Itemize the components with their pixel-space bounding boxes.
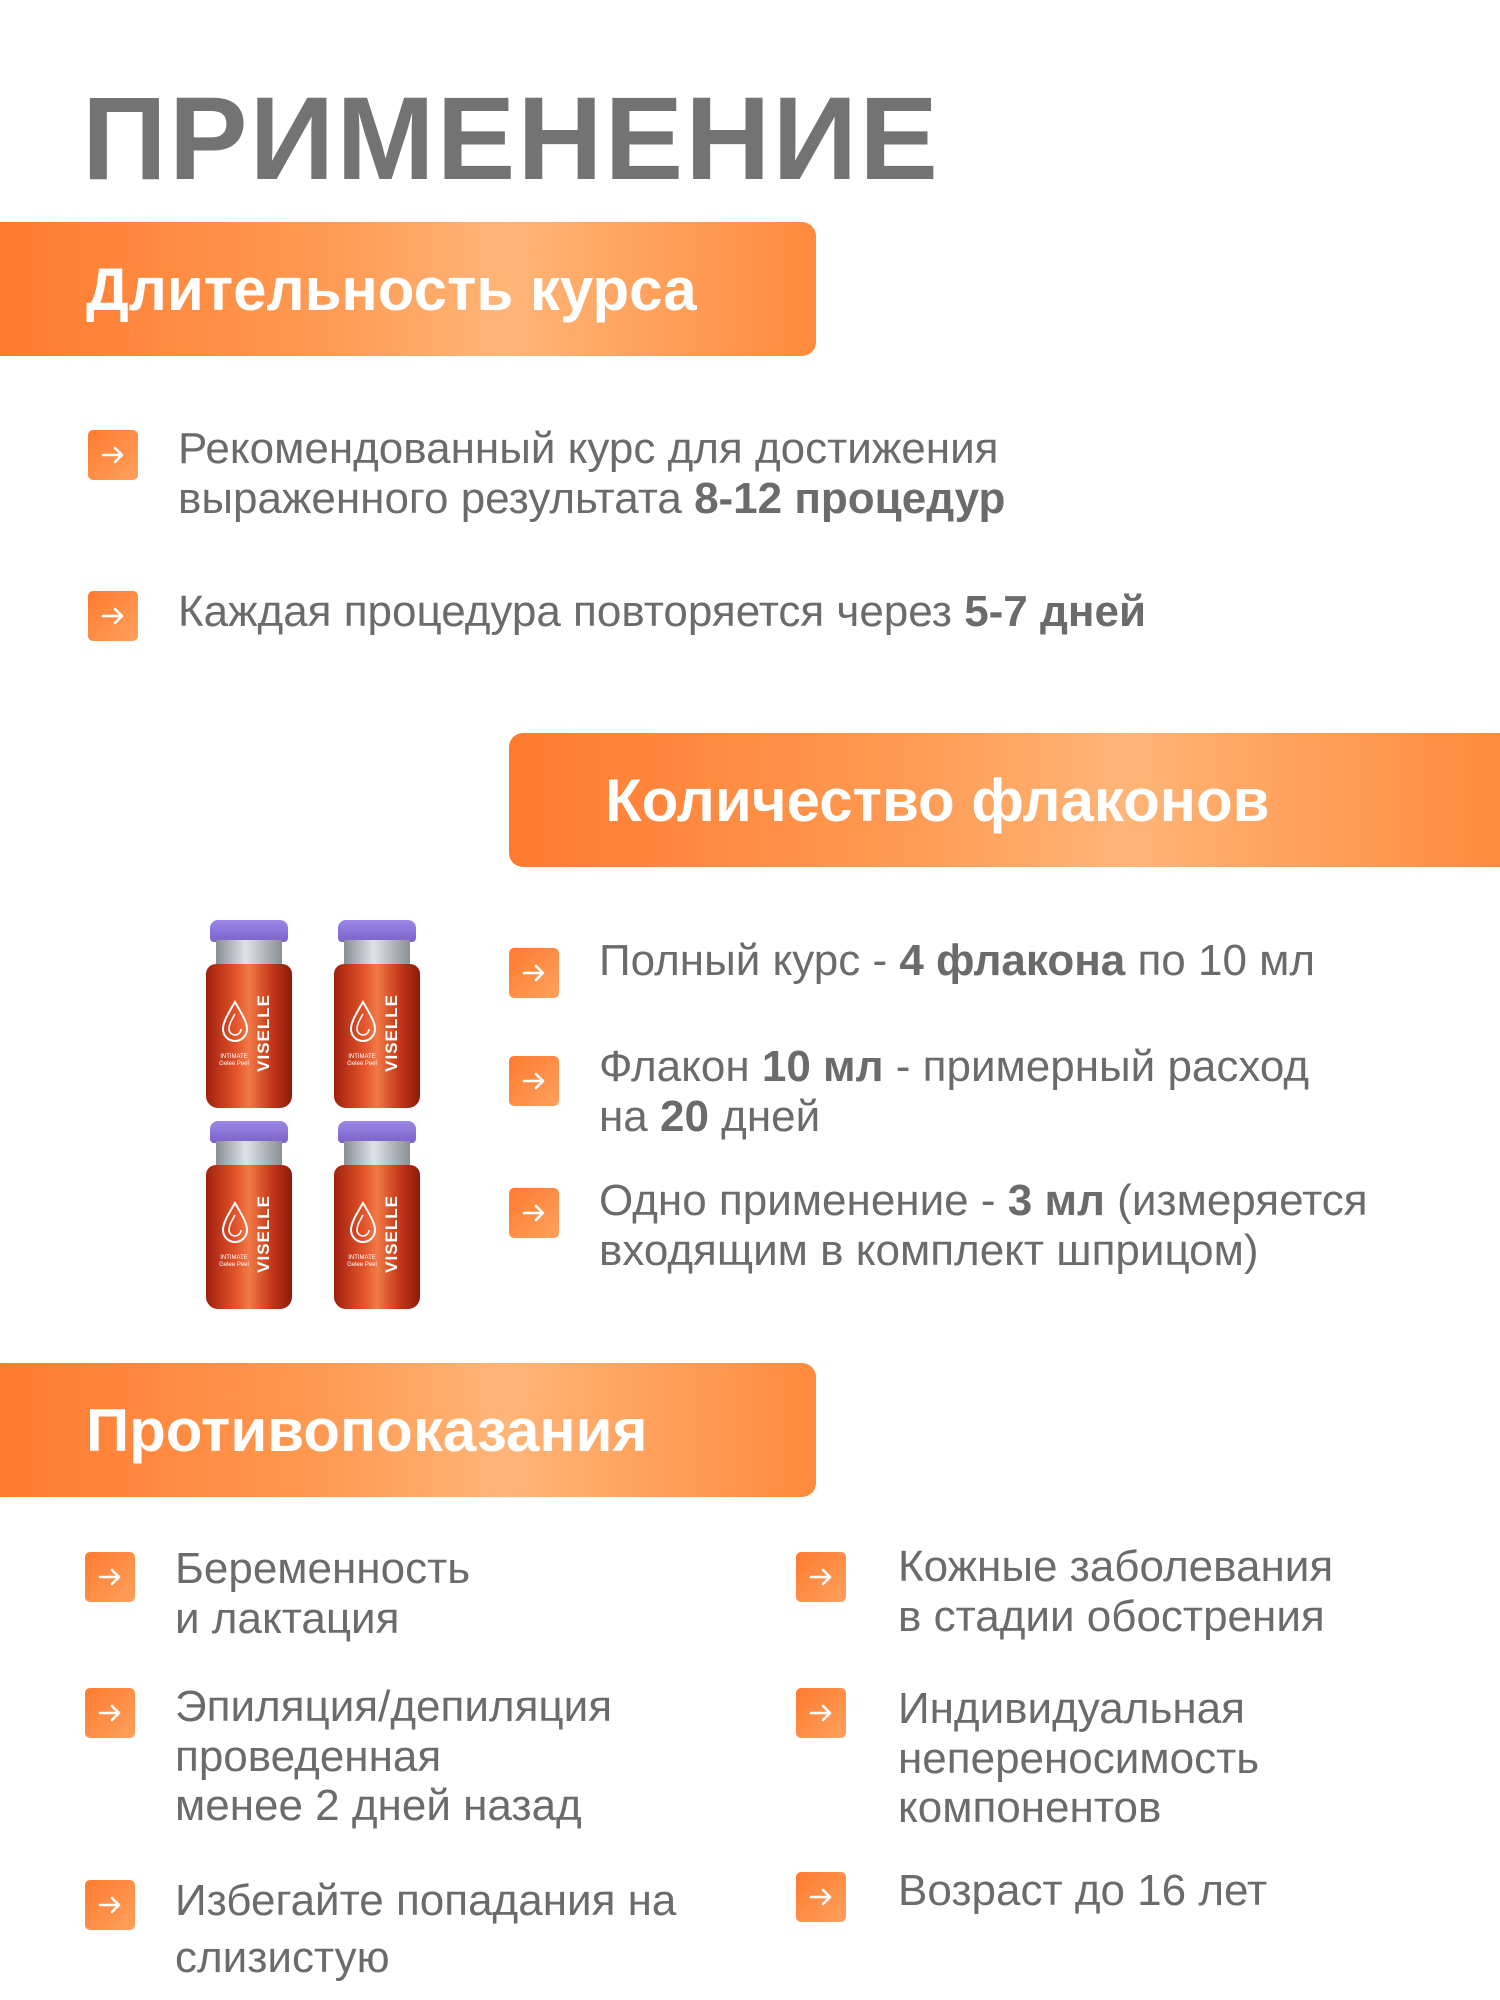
vial-brand: VISELLE (254, 994, 273, 1072)
text-plain: дней (708, 1091, 821, 1141)
vial (202, 1121, 302, 1311)
text-bold: 20 (660, 1091, 709, 1141)
bullet-text (175, 1872, 676, 1986)
vial-brand: VISELLE (382, 1195, 401, 1273)
vial-line: INTIMATE (348, 1255, 376, 1261)
text-line (599, 1092, 1309, 1142)
list-item (796, 1684, 1260, 1833)
list-item (509, 936, 1316, 998)
text-plain: выраженного результата (178, 473, 695, 523)
text-line (599, 1176, 1368, 1226)
arrow-right-icon (796, 1872, 846, 1922)
vial-variant: Gelee Peel (347, 1262, 377, 1269)
section-heading-duration: Длительность курса (0, 222, 816, 356)
text-bold: 10 мл (761, 1042, 884, 1091)
text-plain: (измеряется (1104, 1176, 1368, 1225)
text-line: Рекомендованный курс для достижения (178, 424, 999, 473)
text-plain: по 10 мл (1125, 936, 1316, 985)
list-item (509, 1042, 1310, 1141)
text-line: Индивидуальная (898, 1684, 1245, 1733)
list-item (796, 1542, 1334, 1641)
text-plain: Каждая процедура повторяется через (178, 587, 965, 636)
list-item (88, 424, 1006, 523)
list-item (796, 1866, 1268, 1922)
list-item (88, 587, 1147, 641)
text-line: слизистую (175, 1933, 390, 1983)
vial (330, 1121, 430, 1311)
vial (202, 920, 302, 1110)
vial-neck (344, 1141, 410, 1167)
vial-line: INTIMATE (220, 1255, 248, 1261)
text-line: в стадии обострения (898, 1591, 1325, 1641)
bullet-text (599, 1042, 1309, 1141)
list-item (85, 1876, 677, 1986)
text-line: Эпиляция/депиляция (175, 1682, 613, 1731)
bullet-text (898, 1866, 1267, 1916)
arrow-right-icon (85, 1688, 135, 1738)
text-line (178, 474, 1005, 524)
bullet-text (599, 936, 1315, 986)
text-bold: 8-12 процедур (694, 473, 1006, 523)
text-plain: Флакон (599, 1042, 762, 1091)
text-line: Беременность (175, 1544, 471, 1593)
text-plain: Полный курс - (599, 936, 900, 985)
text-line: компонентов (898, 1783, 1162, 1833)
list-item (509, 1176, 1368, 1275)
text-line (599, 1042, 1309, 1092)
arrow-right-icon (509, 1056, 559, 1106)
bullet-text (599, 1176, 1368, 1275)
section-heading-vials: Количество флаконов (509, 733, 1500, 867)
vial-brand: VISELLE (254, 1195, 273, 1273)
vial-label (214, 1255, 254, 1269)
vial-body (334, 1165, 420, 1309)
arrow-right-icon (88, 430, 138, 480)
drop-logo-icon (220, 1201, 250, 1243)
vial-variant: Gelee Peel (219, 1262, 249, 1269)
text-line: проведенная (175, 1731, 442, 1781)
arrow-right-icon (88, 591, 138, 641)
vial-neck (344, 940, 410, 966)
text-bold: 4 флакона (899, 936, 1126, 985)
arrow-right-icon (796, 1688, 846, 1738)
vial-body (206, 964, 292, 1108)
bullet-text (898, 1684, 1259, 1833)
vial-neck (216, 1141, 282, 1167)
text-line: Кожные заболевания (898, 1542, 1334, 1591)
text-plain: Одно применение - (599, 1176, 1008, 1225)
text-plain: на (599, 1091, 660, 1141)
arrow-right-icon (509, 1188, 559, 1238)
bullet-text (898, 1542, 1333, 1641)
text-bold: 5-7 дней (964, 587, 1147, 636)
vial-label (342, 1054, 382, 1068)
page-title: ПРИМЕНЕНИЕ (82, 73, 940, 205)
bullet-text (175, 1682, 612, 1831)
drop-logo-icon (220, 1000, 250, 1042)
bullet-text (178, 424, 1005, 523)
text-line: Избегайте попадания на (175, 1876, 677, 1925)
product-vials-image (190, 905, 450, 1305)
vial-cap (338, 1121, 416, 1143)
vial-body (206, 1165, 292, 1309)
drop-logo-icon (348, 1201, 378, 1243)
text-line: Возраст до 16 лет (898, 1866, 1268, 1915)
vial-label (214, 1054, 254, 1068)
arrow-right-icon (85, 1880, 135, 1930)
arrow-right-icon (796, 1552, 846, 1602)
text-line: и лактация (175, 1593, 400, 1643)
vial-body (334, 964, 420, 1108)
drop-logo-icon (348, 1000, 378, 1042)
vial-neck (216, 940, 282, 966)
vial-label (342, 1255, 382, 1269)
bullet-text (175, 1544, 470, 1643)
text-bold: 3 мл (1007, 1176, 1105, 1225)
section-heading-contraindications: Противопоказания (0, 1363, 816, 1497)
vial-cap (210, 920, 288, 942)
arrow-right-icon (85, 1552, 135, 1602)
list-item (85, 1682, 613, 1831)
vial-brand: VISELLE (382, 994, 401, 1072)
vial-cap (210, 1121, 288, 1143)
bullet-text (178, 587, 1146, 637)
text-line: непереносимость (898, 1733, 1260, 1783)
vial-line: INTIMATE (348, 1054, 376, 1060)
text-plain: - примерный расход (883, 1042, 1310, 1091)
list-item (85, 1544, 471, 1643)
text-line: менее 2 дней назад (175, 1781, 582, 1831)
vial (330, 920, 430, 1110)
vial-cap (338, 920, 416, 942)
vial-variant: Gelee Peel (219, 1061, 249, 1068)
arrow-right-icon (509, 948, 559, 998)
text-line: входящим в комплект шприцом) (599, 1225, 1259, 1275)
vial-line: INTIMATE (220, 1054, 248, 1060)
vial-variant: Gelee Peel (347, 1061, 377, 1068)
